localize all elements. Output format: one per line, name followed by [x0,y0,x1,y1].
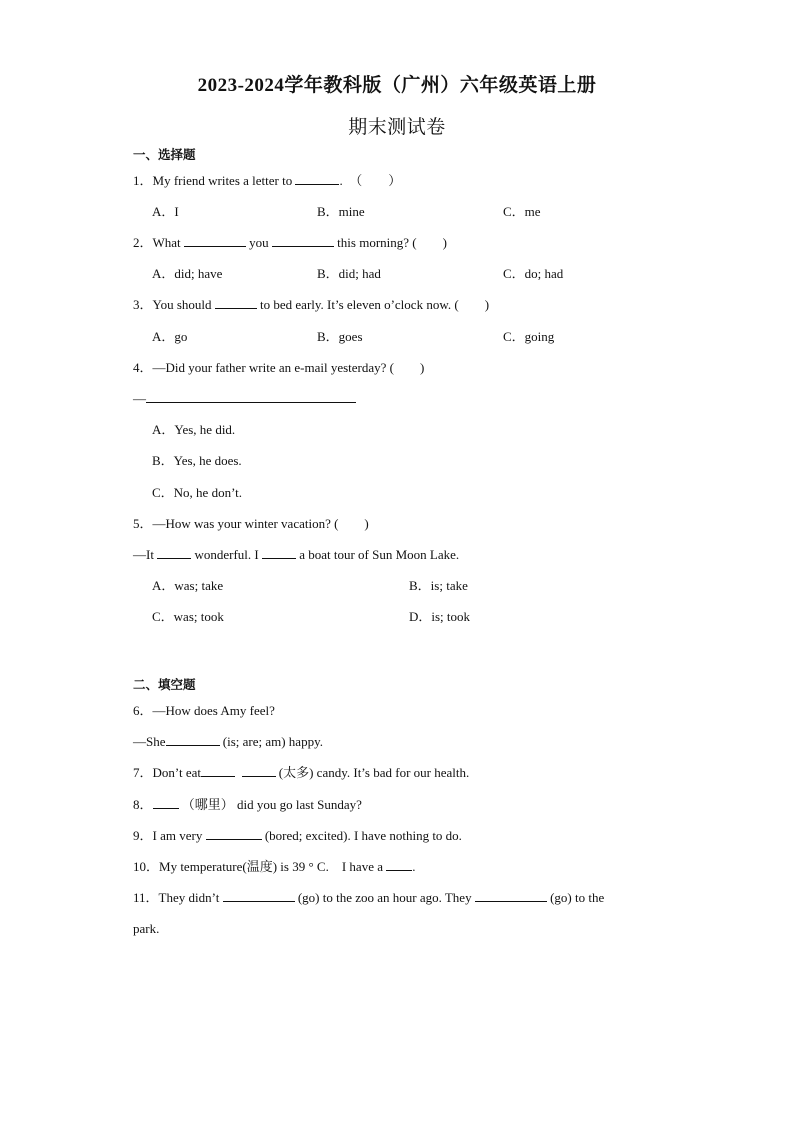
question-number: 1． [133,173,153,188]
question-text: —How was your winter vacation? ( ) [152,516,369,531]
option-b[interactable]: B．goes [317,329,363,344]
option-c[interactable]: C．going [503,329,555,344]
question-number: 6． [133,703,153,718]
question-number: 2． [133,235,153,250]
answer-blank[interactable] [153,796,179,809]
question-text: —How does Amy feel? [152,703,275,718]
question-2 [133,234,447,252]
question-number: 5． [133,516,153,531]
option-d[interactable]: D．is; took [409,609,471,624]
question-number: 7． [133,765,153,780]
answer-blank[interactable] [475,889,547,902]
question-text: . [412,859,416,874]
option-a[interactable]: A．go [152,329,188,344]
answer-blank[interactable] [157,546,191,559]
question-number: 3． [133,297,153,312]
reply-text: a boat tour of Sun Moon Lake. [295,547,460,562]
question-1 [133,172,401,190]
option-b[interactable]: B．did; had [317,266,381,281]
dash: — [133,391,146,406]
question-9 [133,827,462,845]
question-6 [133,702,275,720]
reply-text: (is; are; am) happy. [219,734,323,749]
exam-title: 2023-2024学年教科版（广州）六年级英语上册 [197,75,597,96]
option-b[interactable]: B．is; take [409,578,468,593]
section-heading-choice: 一、选择题 [133,148,196,162]
question-text: They didn’t [158,890,223,905]
section-heading-fill: 二、填空题 [133,678,196,692]
question-5 [133,515,369,533]
question-text: —Did your father write an e-mail yesterday? ( ) [152,360,425,375]
question-text: (go) to the zoo an hour ago. They [294,890,475,905]
answer-blank[interactable] [262,546,296,559]
exam-subtitle: 期末测试卷 [348,117,446,138]
answer-blank[interactable] [242,764,276,777]
option-a[interactable]: A．was; take [152,578,224,593]
question-text: to bed early. It’s eleven o’clock now. ( ) [256,297,490,312]
answer-blank[interactable] [201,764,235,777]
answer-blank[interactable] [146,390,356,403]
question-number: 11． [133,890,159,905]
reply-line [133,733,323,751]
answer-blank[interactable] [206,827,262,840]
reply-text: wonderful. I [191,547,262,562]
question-number: 9． [133,828,153,843]
question-text: Don’t eat [152,765,202,780]
option-c[interactable]: C．was; took [152,609,224,624]
option-a[interactable]: A．I [152,204,179,219]
answer-blank[interactable] [386,858,412,871]
answer-blank[interactable] [184,234,246,247]
question-4 [133,359,424,377]
question-number: 8． [133,797,153,812]
question-text: . （ ） [339,173,402,188]
question-number: 10． [133,859,160,874]
question-10 [133,858,416,876]
question-11 [133,889,604,907]
answer-blank[interactable] [215,296,257,309]
question-text: My temperature(温度) is 39 ° C. I have a [159,859,387,874]
question-text: What [152,235,184,250]
question-text: (太多) candy. It’s bad for our health. [275,765,470,780]
question-text: (go) to the [546,890,605,905]
reply-text: —She [133,734,166,749]
question-text: I am very [152,828,206,843]
option-c[interactable]: C．me [503,204,541,219]
option-b[interactable]: B．Yes, he does. [152,453,242,468]
reply-line [133,546,459,564]
question-text: You should [152,297,215,312]
question-number: 4． [133,360,153,375]
answer-blank[interactable] [272,234,334,247]
question-7 [133,764,469,782]
question-text: you [245,235,272,250]
option-b[interactable]: B．mine [317,204,365,219]
answer-blank[interactable] [166,733,220,746]
answer-blank[interactable] [223,889,295,902]
question-text: My friend writes a letter to [152,173,296,188]
answer-blank[interactable] [295,172,339,185]
option-a[interactable]: A．Yes, he did. [152,422,236,437]
question-3 [133,296,489,314]
answer-line [133,390,356,408]
question-text: (bored; excited). I have nothing to do. [261,828,462,843]
option-a[interactable]: A．did; have [152,266,223,281]
question-8 [133,796,362,814]
question-11-continued: park. [133,921,160,936]
option-c[interactable]: C．No, he don’t. [152,485,243,500]
question-text: （哪里） did you go last Sunday? [178,797,362,812]
option-c[interactable]: C．do; had [503,266,564,281]
reply-text: —It [133,547,158,562]
question-text: this morning? ( ) [333,235,447,250]
